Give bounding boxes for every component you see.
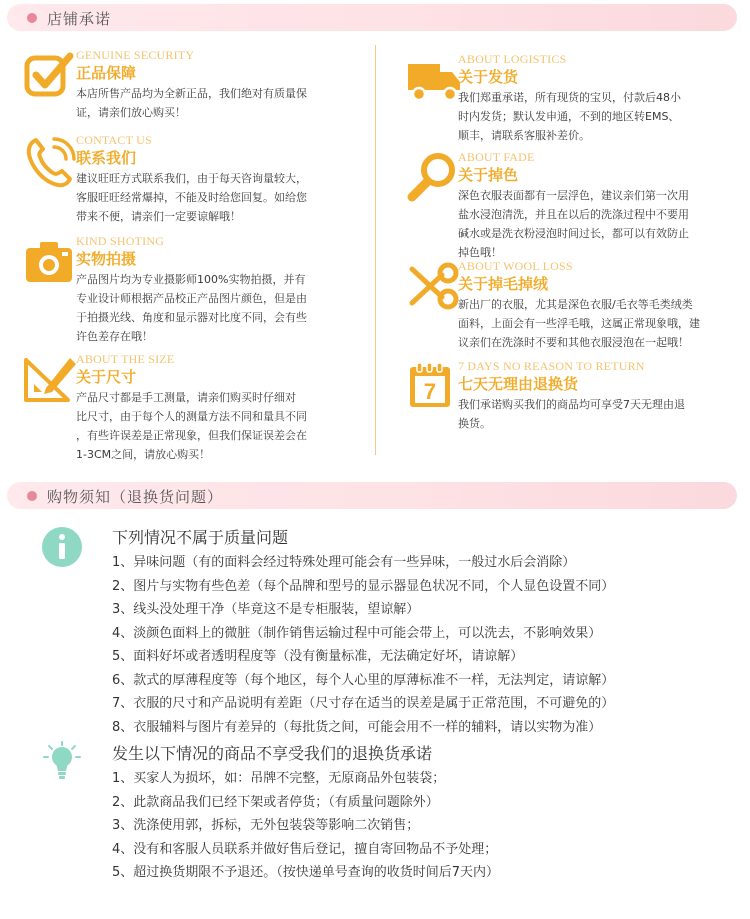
promise-cn-title: 实物拍摄 <box>76 250 137 268</box>
ruler-pencil-icon <box>24 352 80 408</box>
list-item: 6、款式的厚薄程度等（每个地区，每个人心里的厚薄标准不一样，无法判定，请谅解） <box>112 672 615 688</box>
promise-cn-title: 关于尺寸 <box>76 368 137 386</box>
notice-not-quality-issues <box>40 525 720 735</box>
camera-icon <box>24 234 80 290</box>
promise-en-title: ABOUT WOOL LOSS <box>458 259 573 273</box>
promise-description: 产品尺寸都是手工测量，请亲们购买时仔细对 比尺寸，由于每个人的测量方法不同和量具不同 ，有些许误差是正常现象，但我们保证误差会在 1-3CM之间，请放心购买！ <box>76 391 307 461</box>
promise-en-title: ABOUT FADE <box>458 150 535 164</box>
notice-no-return-conditions <box>40 741 720 881</box>
scissors-icon <box>406 259 462 315</box>
notice-title: 发生以下情况的商品不享受我们的退换货承诺 <box>112 744 433 763</box>
phone-icon <box>24 133 80 189</box>
promise-description: 我们郑重承诺，所有现货的宝贝，付款后48小 时内发货；默认发申通，不到的地区转EMS、 顺丰，请联系客服补差价。 <box>458 91 681 142</box>
bullet-dot-icon <box>27 491 37 501</box>
promise-en-title: CONTACT US <box>76 133 152 147</box>
list-item: 3、洗涤使用郭，拆标，无外包装袋等影响二次销售； <box>112 818 420 833</box>
truck-icon <box>406 52 462 108</box>
section-title: 购物须知（退换货问题） <box>47 488 224 506</box>
list-item: 7、衣服的尺寸和产品说明有差距（尺寸存在适当的误差是属于正常范围，不可避免的） <box>112 696 615 711</box>
list-item: 2、此款商品我们已经下架或者停货；（有质量问题除外） <box>112 794 439 810</box>
promise-description: 产品图片均为专业摄影师100%实物拍摄，并有 专业设计师根据产品校正产品图片颜色，但是由 于拍摄光线、角度和显示器对比度不同，会有些 许色差存在哦！ <box>76 273 307 343</box>
list-item: 5、超过换货期限不予退还。（按快递单号查询的收货时间后7天内） <box>112 865 500 880</box>
list-item: 3、线头没处理干净（毕竟这不是专柜服装，望谅解） <box>112 602 420 617</box>
promise-description: 新出厂的衣服，尤其是深色衣服/毛衣等毛类绒类 面料，上面会有一些浮毛哦，这属正常现象哦，建 议亲们在洗涤时不要和其他衣服浸泡在一起哦！ <box>458 298 700 349</box>
promise-logistics <box>406 52 736 142</box>
info-icon <box>40 525 84 569</box>
promise-en-title: 7 DAYS NO REASON TO RETURN <box>458 359 645 373</box>
lightbulb-icon <box>40 741 84 785</box>
promise-wool <box>406 259 736 354</box>
promise-en-title: KIND SHOTING <box>76 234 165 248</box>
notice-list <box>112 767 499 885</box>
notice-title: 下列情况不属于质量问题 <box>112 528 289 547</box>
promise-cn-title: 关于发货 <box>458 68 519 86</box>
promise-genuine <box>24 48 354 128</box>
promise-en-title: GENUINE SECURITY <box>76 48 195 62</box>
svg-text:7: 7 <box>423 379 437 404</box>
magnifier-icon <box>406 150 462 206</box>
list-item: 5、面料好坏或者透明程度等（没有衡量标准，无法确定好坏，请谅解） <box>112 649 524 664</box>
promise-cn-title: 联系我们 <box>76 149 137 167</box>
promise-contact <box>24 133 354 228</box>
section-title: 店铺承诺 <box>47 10 112 28</box>
list-item: 2、图片与实物有些色差（每个品牌和型号的显示器显色状况不同，个人显色设置不同） <box>112 578 615 594</box>
promise-size <box>24 352 354 462</box>
promise-fade <box>406 150 736 260</box>
list-item: 4、没有和客服人员联系并做好售后登记，擅自寄回物品不予处理； <box>112 841 498 857</box>
column-divider <box>375 45 376 455</box>
notice-list <box>112 551 614 739</box>
promise-return <box>406 359 736 439</box>
section-header-shopping-notice <box>7 482 737 509</box>
promise-shooting <box>24 234 354 344</box>
promise-cn-title: 七天无理由退换货 <box>458 375 579 393</box>
promise-description: 建议旺旺方式联系我们，由于每天咨询量较大， 客服旺旺经常爆掉，不能及时给您回复。如给您 带来不便，请亲们一定要谅解哦！ <box>76 172 307 223</box>
promise-en-title: ABOUT THE SIZE <box>76 352 175 366</box>
calendar-7-icon <box>406 359 462 415</box>
promise-description: 深色衣服表面都有一层浮色，建议亲们第一次用 盐水浸泡清洗，并且在以后的洗涤过程中不要用 碱水或是洗衣粉浸泡时间过长，都可以有效防止 掉色哦！ <box>458 189 689 259</box>
promise-en-title: ABOUT LOGISTICS <box>458 52 567 66</box>
promise-cn-title: 正品保障 <box>76 64 137 82</box>
promise-description: 我们承诺购买我们的商品均可享受7天无理由退 换货。 <box>458 398 685 430</box>
section-header-store-promise <box>7 4 737 31</box>
list-item: 1、异味问题（有的面料会经过特殊处理可能会有一些异味，一般过水后会消除） <box>112 555 576 570</box>
bullet-dot-icon <box>27 13 37 23</box>
check-box-icon <box>24 48 80 104</box>
promise-cn-title: 关于掉毛掉绒 <box>458 275 549 293</box>
promise-cn-title: 关于掉色 <box>458 166 519 184</box>
list-item: 8、衣服辅料与图片有差异的（每批货之间，可能会用不一样的辅料，请以实物为准） <box>112 719 602 735</box>
promise-description: 本店所售产品均为全新正品，我们绝对有质量保 证，请亲们放心购买！ <box>76 87 307 119</box>
list-item: 4、淡颜色面料上的微脏（制作销售运输过程中可能会带上，可以洗去，不影响效果） <box>112 625 602 641</box>
list-item: 1、买家人为损坏，如：吊牌不完整，无原商品外包装袋； <box>112 771 446 786</box>
